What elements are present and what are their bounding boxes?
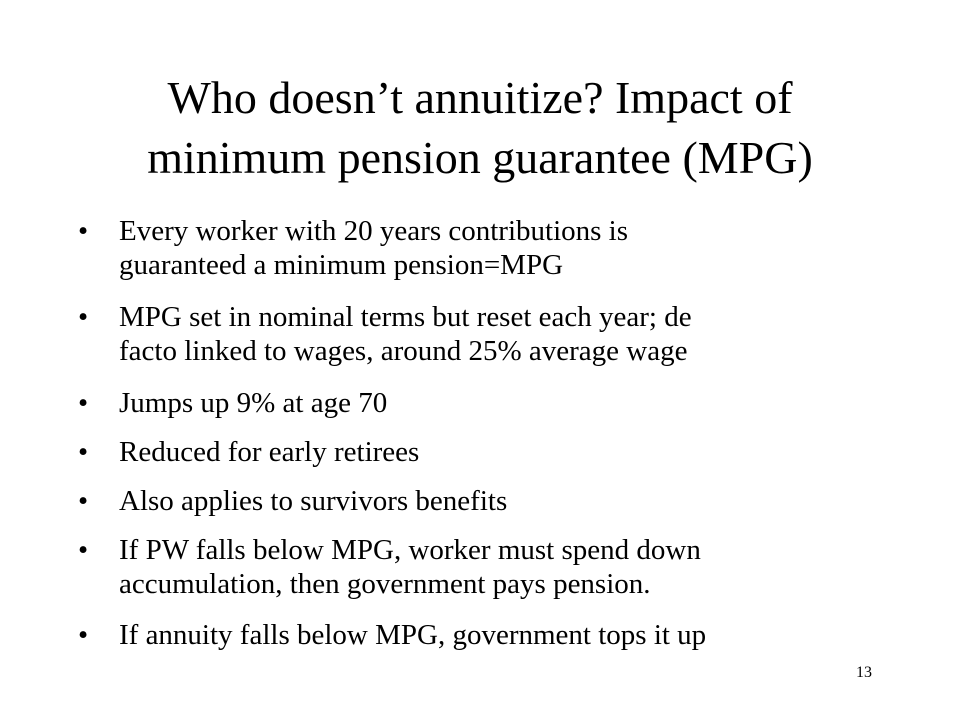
bullet-text — [119, 386, 898, 420]
bullet-list — [78, 214, 898, 652]
slide-title-line-2: minimum pension guarantee (MPG) — [147, 132, 813, 183]
bullet-text-line: accumulation, then government pays pension. — [119, 568, 651, 600]
bullet-item-3 — [78, 386, 898, 420]
bullet-point-icon: • — [78, 215, 89, 247]
bullet-text — [119, 214, 898, 282]
bullet-point-icon: • — [78, 301, 89, 333]
bullet-text-line: If PW falls below MPG, worker must spend down — [119, 534, 701, 566]
bullet-point-icon: • — [78, 485, 89, 517]
bullet-item-5 — [78, 484, 898, 518]
bullet-text-line: Jumps up 9% at age 70 — [119, 387, 388, 419]
bullet-item-1 — [78, 214, 898, 282]
page-number: 13 — [856, 664, 872, 681]
bullet-item-2 — [78, 300, 898, 368]
bullet-text-line: If annuity falls below MPG, government tops it up — [119, 619, 707, 651]
bullet-item-6 — [78, 533, 898, 601]
bullet-item-4 — [78, 435, 898, 469]
bullet-item-7 — [78, 618, 898, 652]
slide-title — [60, 68, 900, 188]
bullet-point-icon: • — [78, 619, 89, 651]
bullet-text-line: Every worker with 20 years contributions is — [119, 215, 629, 247]
bullet-text-line: Reduced for early retirees — [119, 436, 420, 468]
bullet-point-icon: • — [78, 534, 89, 566]
bullet-text — [119, 484, 898, 518]
bullet-point-icon: • — [78, 436, 89, 468]
bullet-point-icon: • — [78, 387, 89, 419]
bullet-text-line: guaranteed a minimum pension=MPG — [119, 249, 564, 281]
bullet-text — [119, 435, 898, 469]
bullet-text — [119, 533, 898, 601]
bullet-text-line: MPG set in nominal terms but reset each year; de — [119, 301, 692, 333]
bullet-text — [119, 300, 898, 368]
slide-title-line-1: Who doesn’t annuitize? Impact of — [167, 72, 793, 123]
bullet-text-line: facto linked to wages, around 25% average wage — [119, 335, 688, 367]
bullet-text — [119, 618, 898, 652]
bullet-text-line: Also applies to survivors benefits — [119, 485, 508, 517]
